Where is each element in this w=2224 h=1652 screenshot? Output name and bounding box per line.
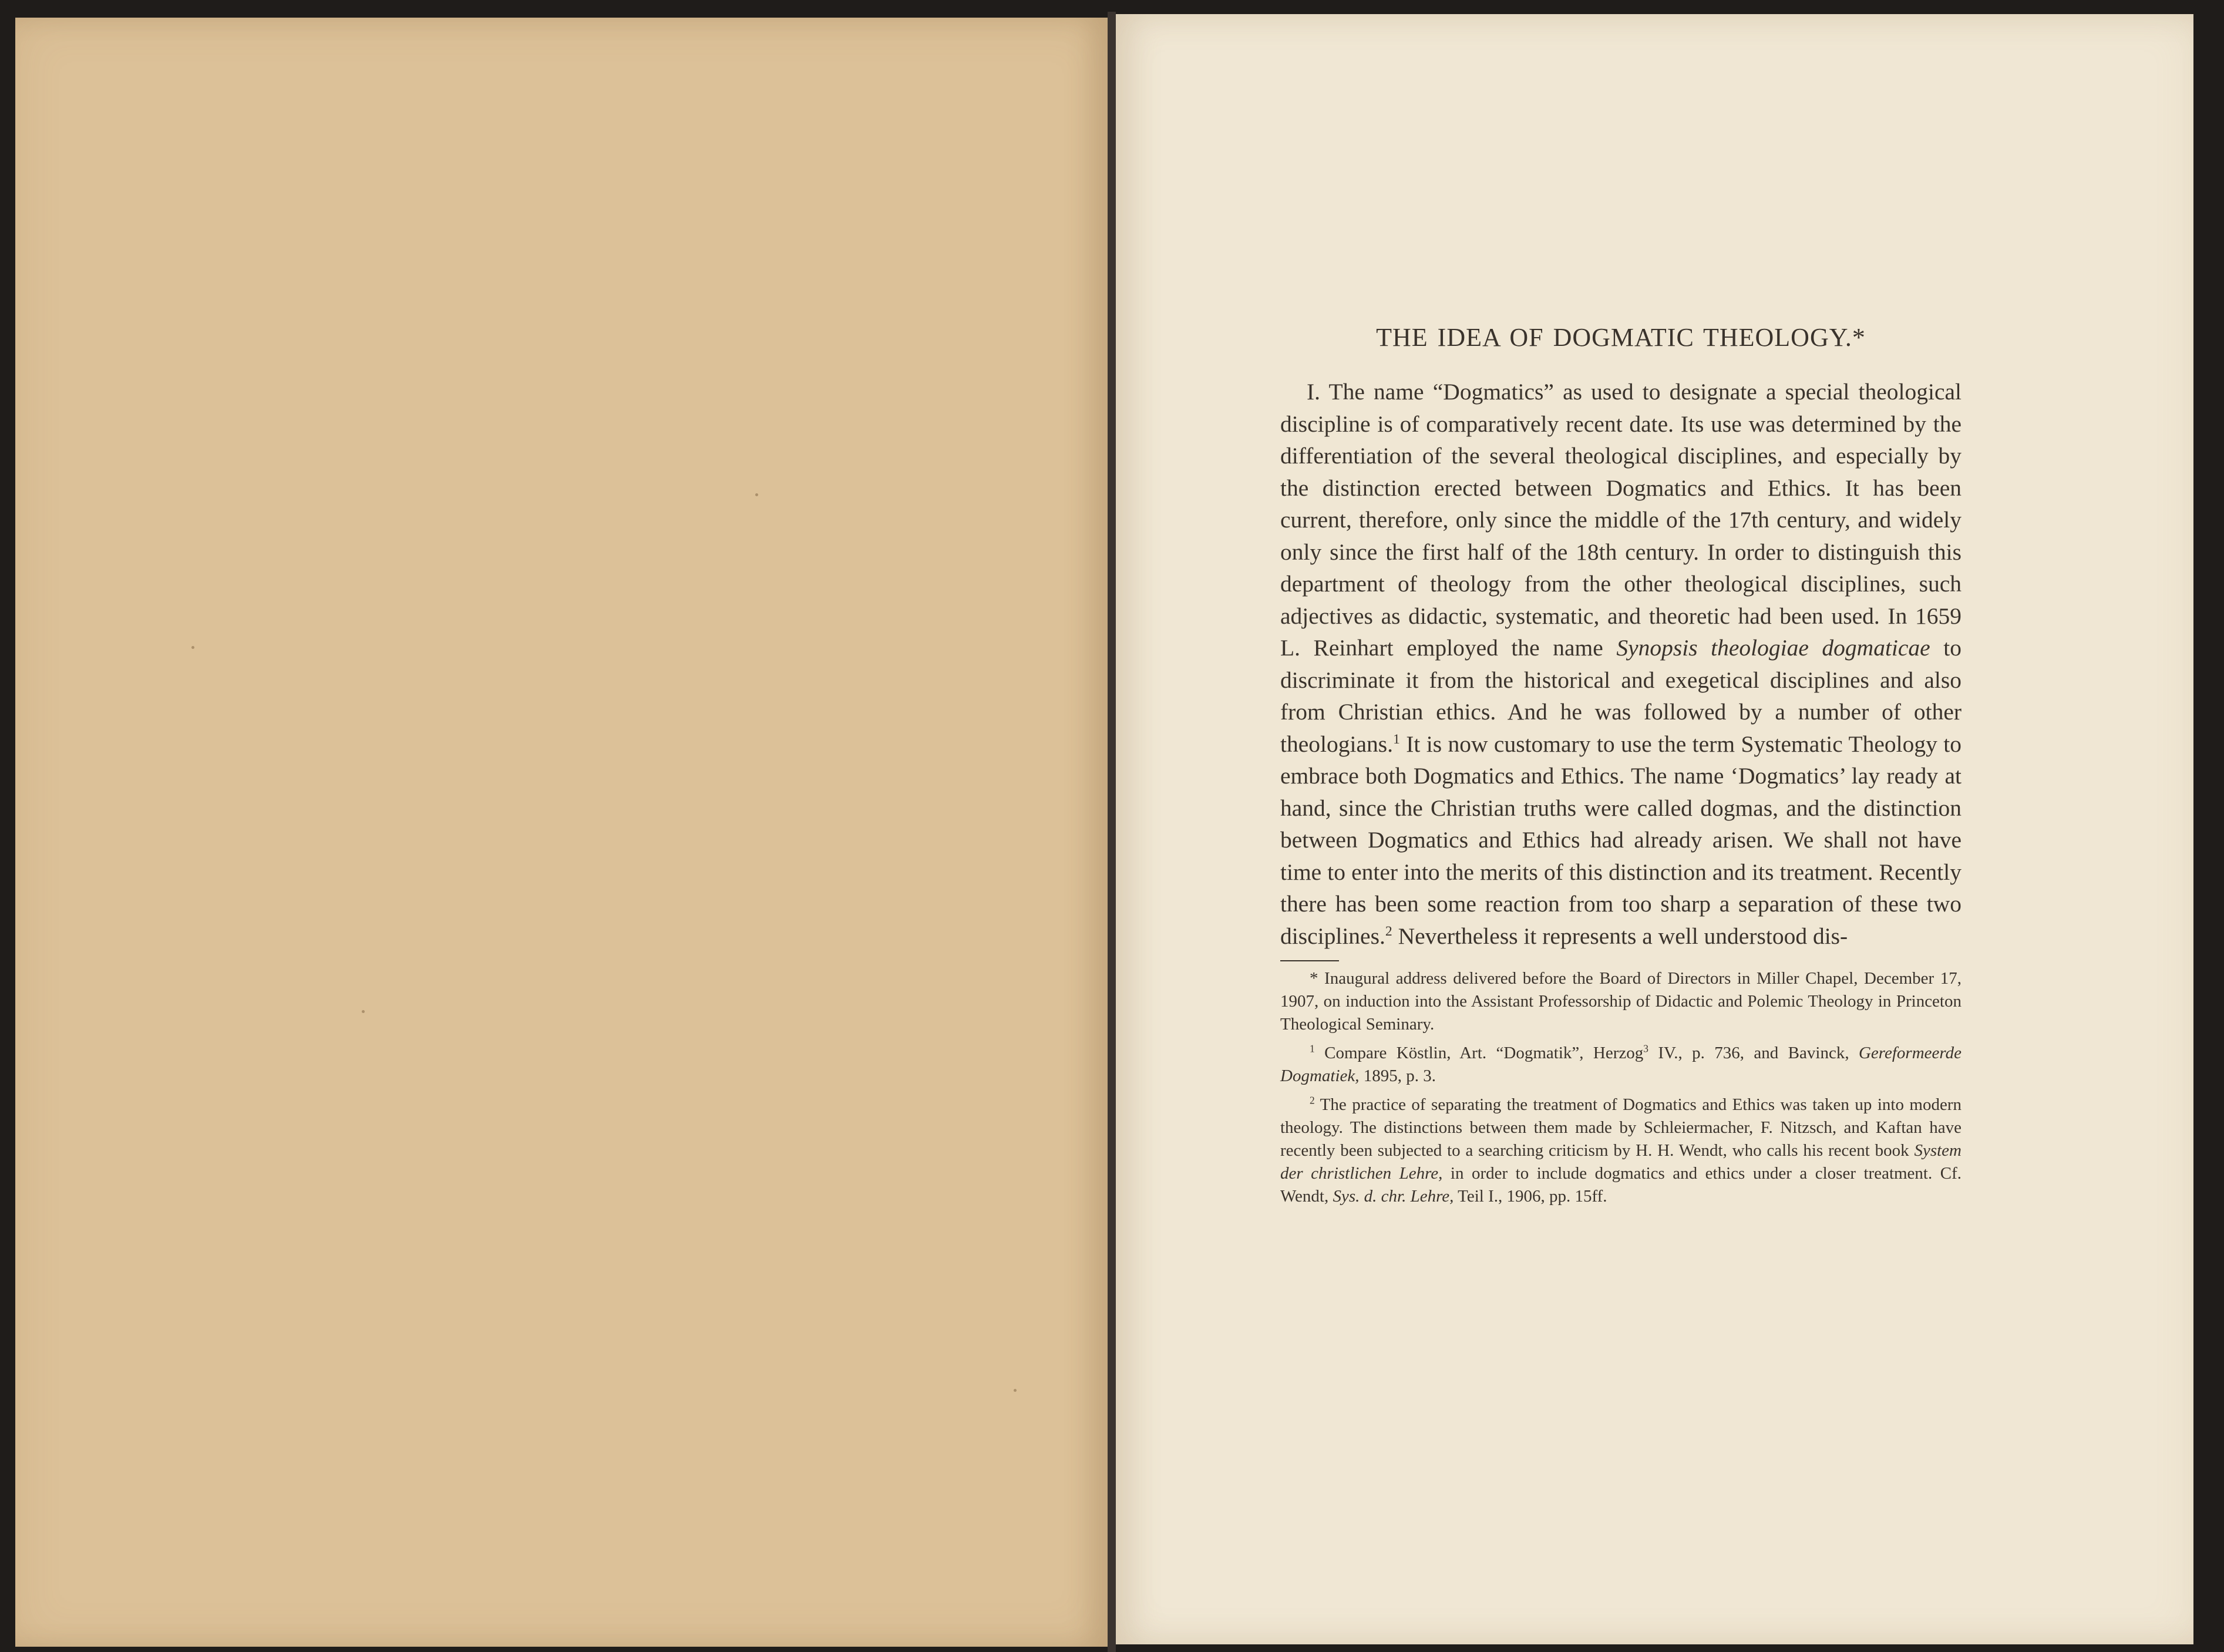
page-title: THE IDEA OF DOGMATIC THEOLOGY.* [1376,323,1866,352]
footnote-italic-title: Sys. d. chr. Lehre, [1333,1187,1454,1206]
footnote-1 [1280,1042,1961,1088]
right-background-edge [2193,12,2224,1652]
paper-speck [755,493,758,496]
body-italic-title: Synopsis theologiae dogmaticae [1616,635,1930,661]
paper-speck [191,646,194,649]
text-column [1280,322,1961,1214]
paper-speck [362,1010,365,1013]
body-paragraph [1280,376,1961,952]
book-gutter [1108,12,1116,1652]
footnote-text: IV., p. 736, and Bavinck, [1648,1044,1859,1062]
body-text: I. The name “Dogmatics” as used to designate a special theological discipline is of comparatively recent date. Its use was determined by the differentiation of the several theological disciplines, and especially by the distinction erected between Dogmatics and Ethics. It has been current, therefore, only since the middle of the 17th century, and widely only since the first half of the 18th century. In order to distinguish this department of theology from the other theological disciplines, such adjectives as didactic, systematic, and theoretic had been used. In 1659 L. Reinhart employed the name [1280,379,1961,661]
footnote-ref-1: 1 [1392,731,1400,747]
body-text: to discriminate it from the historical and exegetical disciplines and also from Christian ethics. And he was followed by a number of other theologians. [1280,635,1961,757]
footnote-ref-2: 2 [1385,923,1392,939]
footnote-mark: 1 [1310,1042,1315,1055]
body-text: It is now customary to use the term Systematic Theology to embrace both Dogmatics and Ethics. The name ‘Dogmatics’ lay ready at hand, since the Christian truths were called dogmas, and the distinction between Dogmatics and Ethics had already arisen. We shall not have time to enter into the merits of this distinction and its treatment. Recently there has been some reaction from too sharp a separation of these two disciplines. [1280,731,1961,949]
footnote-rule [1280,960,1339,961]
footnote-text: in order to include dogmatics and ethics under a closer treatment. Cf. Wendt, [1280,1164,1961,1206]
edition-superscript: 3 [1643,1042,1648,1055]
right-text-page [1116,14,2193,1644]
footnote-2 [1280,1094,1961,1208]
footnote-text: Compare Köstlin, Art. “Dogmatik”, Herzog [1314,1044,1644,1062]
footnote-text: Teil I., 1906, pp. 15ff. [1453,1187,1607,1206]
footnote-text: 1895, p. 3. [1359,1066,1436,1085]
footnote-mark: 2 [1310,1094,1315,1106]
left-blank-page [15,18,1108,1647]
body-text: Nevertheless it represents a well understood dis- [1392,923,1848,949]
footnote-text: The practice of separating the treatment of Dogmatics and Ethics was taken up into modern theology. The distinctions between them made by Schleiermacher, F. Nitzsch, and Kaftan have recently been subjected to a searching criticism by H. H. Wendt, who calls his recent book [1280,1095,1961,1160]
footnote-italic-title: Gereformeerde Dogmatiek, [1280,1044,1961,1085]
paper-speck [1014,1389,1017,1392]
footnote-star: * Inaugural address delivered before the Board of Directors in Miller Chapel, December 17, 1907, on induction into the Assistant Professorship of Didactic and Polemic Theology in Princeton Theological Seminary. [1280,969,1961,1034]
footnote-italic-title: System der christlichen Lehre, [1280,1141,1961,1183]
